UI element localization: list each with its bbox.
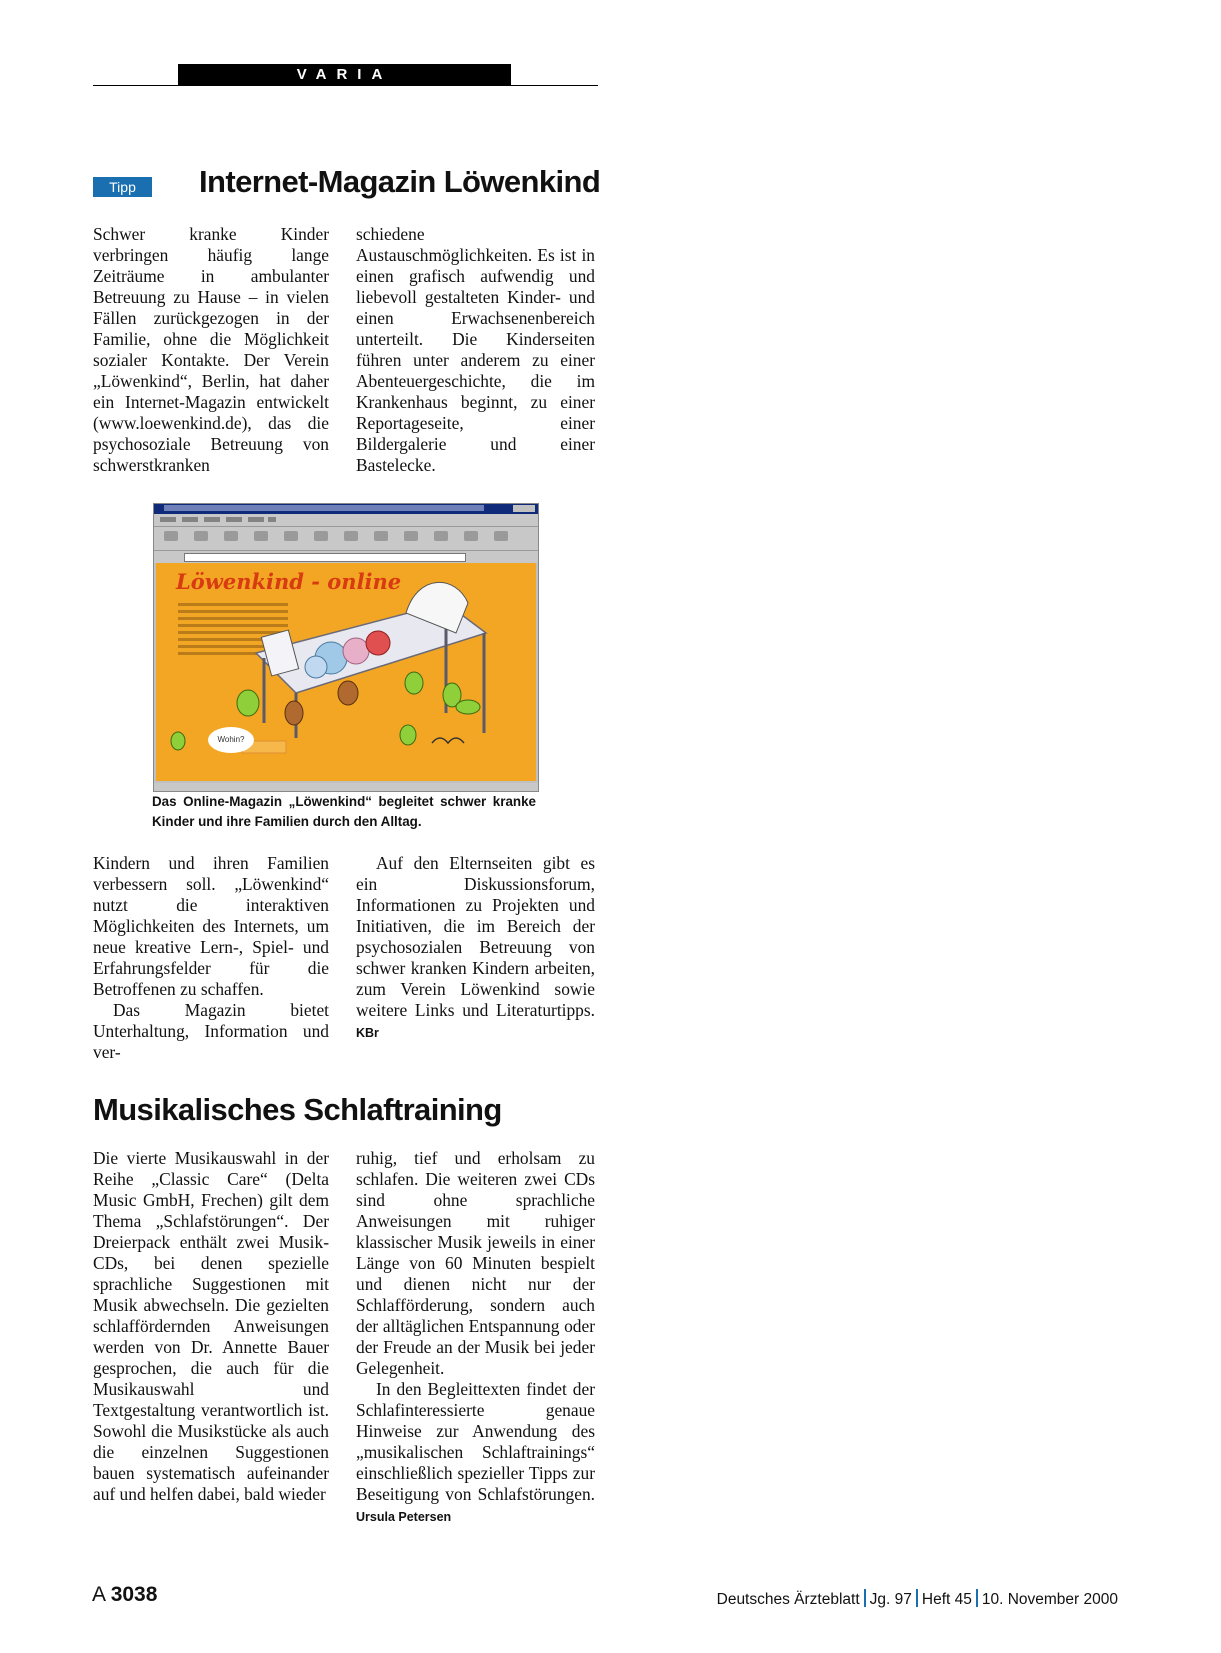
issue: Heft 45 xyxy=(921,1591,972,1608)
journal-info xyxy=(717,1589,1118,1609)
article1-col1-top xyxy=(93,224,329,476)
paragraph: Das Magazin bietet Unterhaltung, Information und ver- xyxy=(93,1000,329,1062)
page-number-value: 3038 xyxy=(110,1583,158,1606)
volume: Jg. 97 xyxy=(869,1591,912,1608)
website-screenshot xyxy=(153,503,539,792)
article2-col2 xyxy=(356,1148,595,1528)
section-label: VARIA xyxy=(178,64,511,86)
figure-caption: Das Online-Magazin „Löwenkind“ begleitet schwer kranke Kinder und ihre Familien durch den Alltag. xyxy=(152,794,536,829)
page-prefix: A xyxy=(92,1583,105,1606)
article1-col1-bottom xyxy=(93,853,329,1063)
paragraph: In den Begleittexten findet der Schlafinteressierte genaue Hinweise zur Anwendung des „musikalischen Schlaftrainings“ einschließlich spezieller Tipps zur Beseitigung von Schlafstörungen. xyxy=(356,1379,595,1504)
author-signature: KBr xyxy=(356,1026,379,1040)
article2-col1 xyxy=(93,1148,329,1505)
paragraph: Auf den Elternseiten gibt es ein Diskussionsforum, Informationen zu Projekten und Initiativen, die im Bereich der psychosozialen Betreuung von schwer kranken Kindern arbeiten, zum Verein Löwenkind sowie weitere Links und Literaturtipps. xyxy=(356,853,595,1020)
article-title: Musikalisches Schlaftraining xyxy=(93,1092,502,1127)
author-signature: Ursula Petersen xyxy=(356,1510,452,1524)
paragraph: ruhig, tief und erholsam zu schlafen. Die weiteren zwei CDs sind ohne sprachliche Anweisungen mit ruhiger klassischer Musik jeweils in einer Länge von 60 Minuten bespielt und dienen nicht nur der Schlafförderung, sondern auch der alltäglichen Entspannung oder der Freude an der Musik bei jeder Gelegenheit. xyxy=(356,1148,595,1378)
browser-titlebar xyxy=(154,504,538,514)
browser-addressbar xyxy=(154,550,538,563)
window-buttons-icon xyxy=(513,505,535,512)
article-title: Internet-Magazin Löwenkind xyxy=(199,164,601,199)
paragraph: schiedene Austauschmöglichkeiten. Es ist in einen grafisch aufwendig und liebevoll gestalteten Kinder- und einen Erwachsenenbereich unterteilt. Die Kinderseiten führen unter anderem zu einer Abenteuergeschichte, die im Krankenhaus beginnt, zu einer Reportageseite, einer Bildergalerie und einer Bastelecke. xyxy=(356,224,595,475)
article1-col2-top xyxy=(356,224,595,476)
article1-col2-bottom xyxy=(356,853,595,1044)
browser-menubar xyxy=(154,514,538,526)
page-number xyxy=(92,1583,157,1607)
wohin-bubble: Wohin? xyxy=(208,727,254,753)
journal-name: Deutsches Ärzteblatt xyxy=(716,1591,860,1608)
tipp-badge: Tipp xyxy=(93,177,152,197)
browser-statusbar xyxy=(154,783,538,791)
paragraph: Die vierte Musikauswahl in der Reihe „Classic Care“ (Delta Music GmbH, Frechen) gilt dem Thema „Schlafstörungen“. Der Dreierpack enthält zwei Musik-CDs, bei denen spezielle sprachliche Suggestionen mit Musik abwechseln. Die gezielten schlaffördernden Anweisungen werden von Dr. Annette Bauer gesprochen, die auch für die Musikauswahl und Textgestaltung verantwortlich ist. Sowohl die Musikstücke als auch die einzelnen Suggestionen bauen systematisch aufeinander auf und helfen dabei, bald wieder xyxy=(93,1148,329,1504)
paragraph: Kindern und ihren Familien verbessern soll. „Löwenkind“ nutzt die interaktiven Möglichkeiten des Internets, um neue kreative Lern-, Spiel- und Erfahrungsfelder für die Betroffenen zu schaffen. xyxy=(93,853,329,999)
website-content xyxy=(156,563,536,781)
paragraph: Schwer kranke Kinder verbringen häufig lange Zeiträume in ambulanter Betreuung zu Hause – in vielen Fällen zurückgezogen in der Familie, ohne die Möglichkeit sozialer Kontakte. Der Verein „Löwenkind“, Berlin, hat daher ein Internet-Magazin entwickelt (www.loewenkind.de), das die psychosoziale Betreuung von schwerstkranken xyxy=(93,224,329,475)
site-title: Löwenkind - online xyxy=(176,569,402,594)
date: 10. November 2000 xyxy=(981,1591,1118,1608)
browser-toolbar xyxy=(154,526,538,551)
